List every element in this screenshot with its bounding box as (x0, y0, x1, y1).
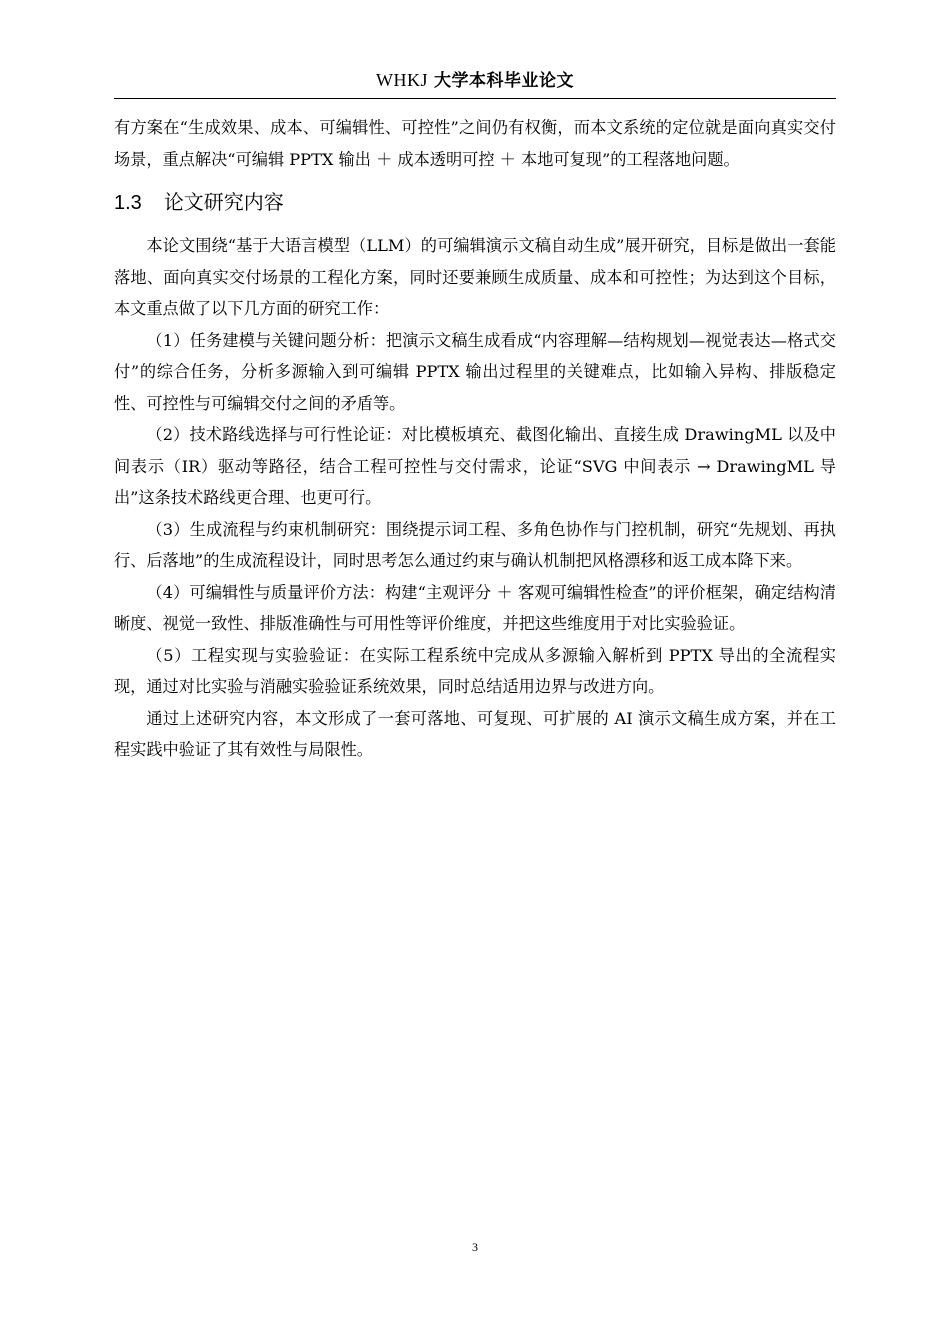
section-title: 论文研究内容 (163, 190, 284, 214)
paragraph-item-5: （5）工程实现与实验验证：在实际工程系统中完成从多源输入解析到 PPTX 导出的全流程实现，通过对比实验与消融实验验证系统效果，同时总结适用边界与改进方向。 (114, 645, 836, 696)
paragraph-item-4: （4）可编辑性与质量评价方法：构建“主观评分 ＋ 客观可编辑性检查”的评价框架，确定结构清晰度、视觉一致性、排版准确性与可用性等评价维度，并把这些维度用于对比实验验证。 (114, 582, 836, 633)
section-number: 1.3 (114, 192, 142, 214)
section-heading (114, 187, 836, 218)
paragraph-summary: 通过上述研究内容，本文形成了一套可落地、可复现、可扩展的 AI 演示文稿生成方案，并在工程实践中验证了其有效性与局限性。 (114, 708, 836, 759)
paragraph-intro: 本论文围绕“基于大语言模型（LLM）的可编辑演示文稿自动生成”展开研究，目标是做出一套能落地、面向真实交付场景的工程化方案，同时还要兼顾生成质量、成本和可控性；为达到这个目标，本文重点做了以下几方面的研究工作： (114, 236, 836, 318)
paragraph-continuation: 有方案在“生成效果、成本、可编辑性、可控性”之间仍有权衡，而本文系统的定位就是面向真实交付场景，重点解决“可编辑 PPTX 输出 ＋ 成本透明可控 ＋ 本地可复现”的工程落地问题。 (114, 118, 836, 169)
header-school-title: 大学本科毕业论文 (433, 71, 574, 91)
header-rule (114, 98, 836, 99)
paragraph-item-2: （2）技术路线选择与可行性论证：对比模板填充、截图化输出、直接生成 DrawingML 以及中间表示（IR）驱动等路径，结合工程可控性与交付需求，论证“SVG 中间表示 → DrawingML 导出”这条技术路线更合理、也更可行。 (114, 425, 836, 507)
page-number: 3 (472, 1240, 478, 1254)
running-header (114, 64, 836, 96)
body-text (114, 112, 836, 766)
paragraph-item-1: （1）任务建模与关键问题分析：把演示文稿生成看成“内容理解—结构规划—视觉表达—格式交付”的综合任务，分析多源输入到可编辑 PPTX 输出过程里的关键难点，比如输入异构、排版稳定性、可控性与可编辑交付之间的矛盾等。 (114, 330, 836, 413)
paragraph-item-3: （3）生成流程与约束机制研究：围绕提示词工程、多角色协作与门控机制，研究“先规划、再执行、后落地”的生成流程设计，同时思考怎么通过约束与确认机制把风格漂移和返工成本降下来。 (114, 519, 836, 570)
header-brand: WHKJ (376, 70, 429, 90)
